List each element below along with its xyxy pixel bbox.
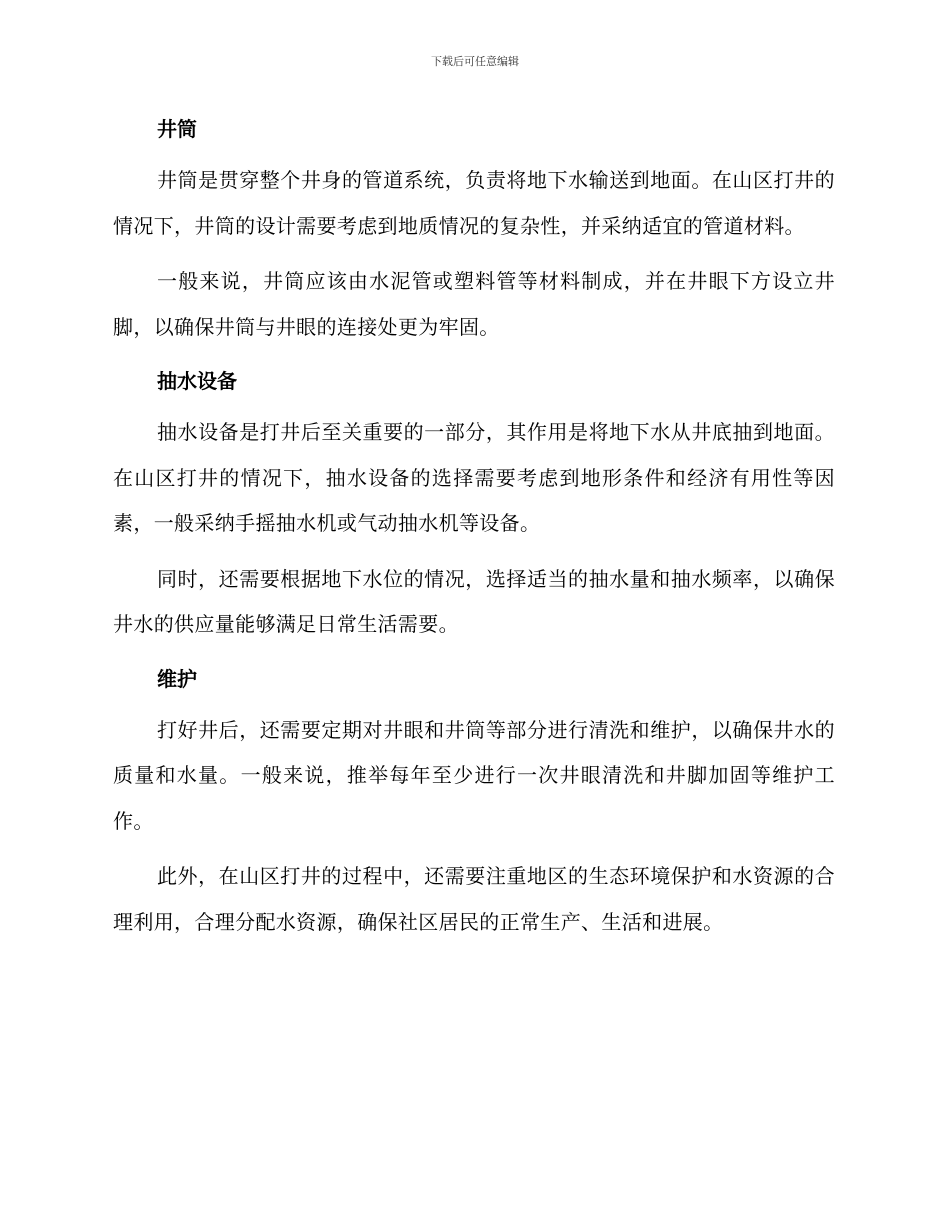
- paragraph: 井筒是贯穿整个井身的管道系统，负责将地下水输送到地面。在山区打井的情况下，井筒的设计需要考虑到地质情况的复杂性，并采纳适宜的管道材料。: [113, 168, 835, 238]
- document-body: [113, 112, 835, 945]
- page-header-note: 下载后可任意编辑: [431, 55, 519, 68]
- section-heading-pumping-equipment: 抽水设备: [157, 369, 237, 393]
- section-heading-maintenance: 维护: [157, 666, 197, 691]
- paragraph: 打好井后，还需要定期对井眼和井筒等部分进行清洗和维护，以确保井水的质量和水量。一般来说，推举每年至少进行一次井眼清洗和井脚加固等维护工作。: [113, 717, 835, 833]
- section-heading-wellbore: 井筒: [157, 117, 197, 141]
- paragraph: 同时，还需要根据地下水位的情况，选择适当的抽水量和抽水频率，以确保井水的供应量能够满足日常生活需要。: [113, 566, 835, 636]
- paragraph: 抽水设备是打井后至关重要的一部分，其作用是将地下水从井底抽到地面。在山区打井的情况下，抽水设备的选择需要考虑到地形条件和经济有用性等因素，一般采纳手摇抽水机或气动抽水机等设备。: [113, 420, 835, 535]
- paragraph: 此外，在山区打井的过程中，还需要注重地区的生态环境保护和水资源的合理利用，合理分配水资源，确保社区居民的正常生产、生活和进展。: [113, 864, 835, 934]
- paragraph: 一般来说，井筒应该由水泥管或塑料管等材料制成，并在井眼下方设立井脚，以确保井筒与井眼的连接处更为牢固。: [113, 269, 835, 339]
